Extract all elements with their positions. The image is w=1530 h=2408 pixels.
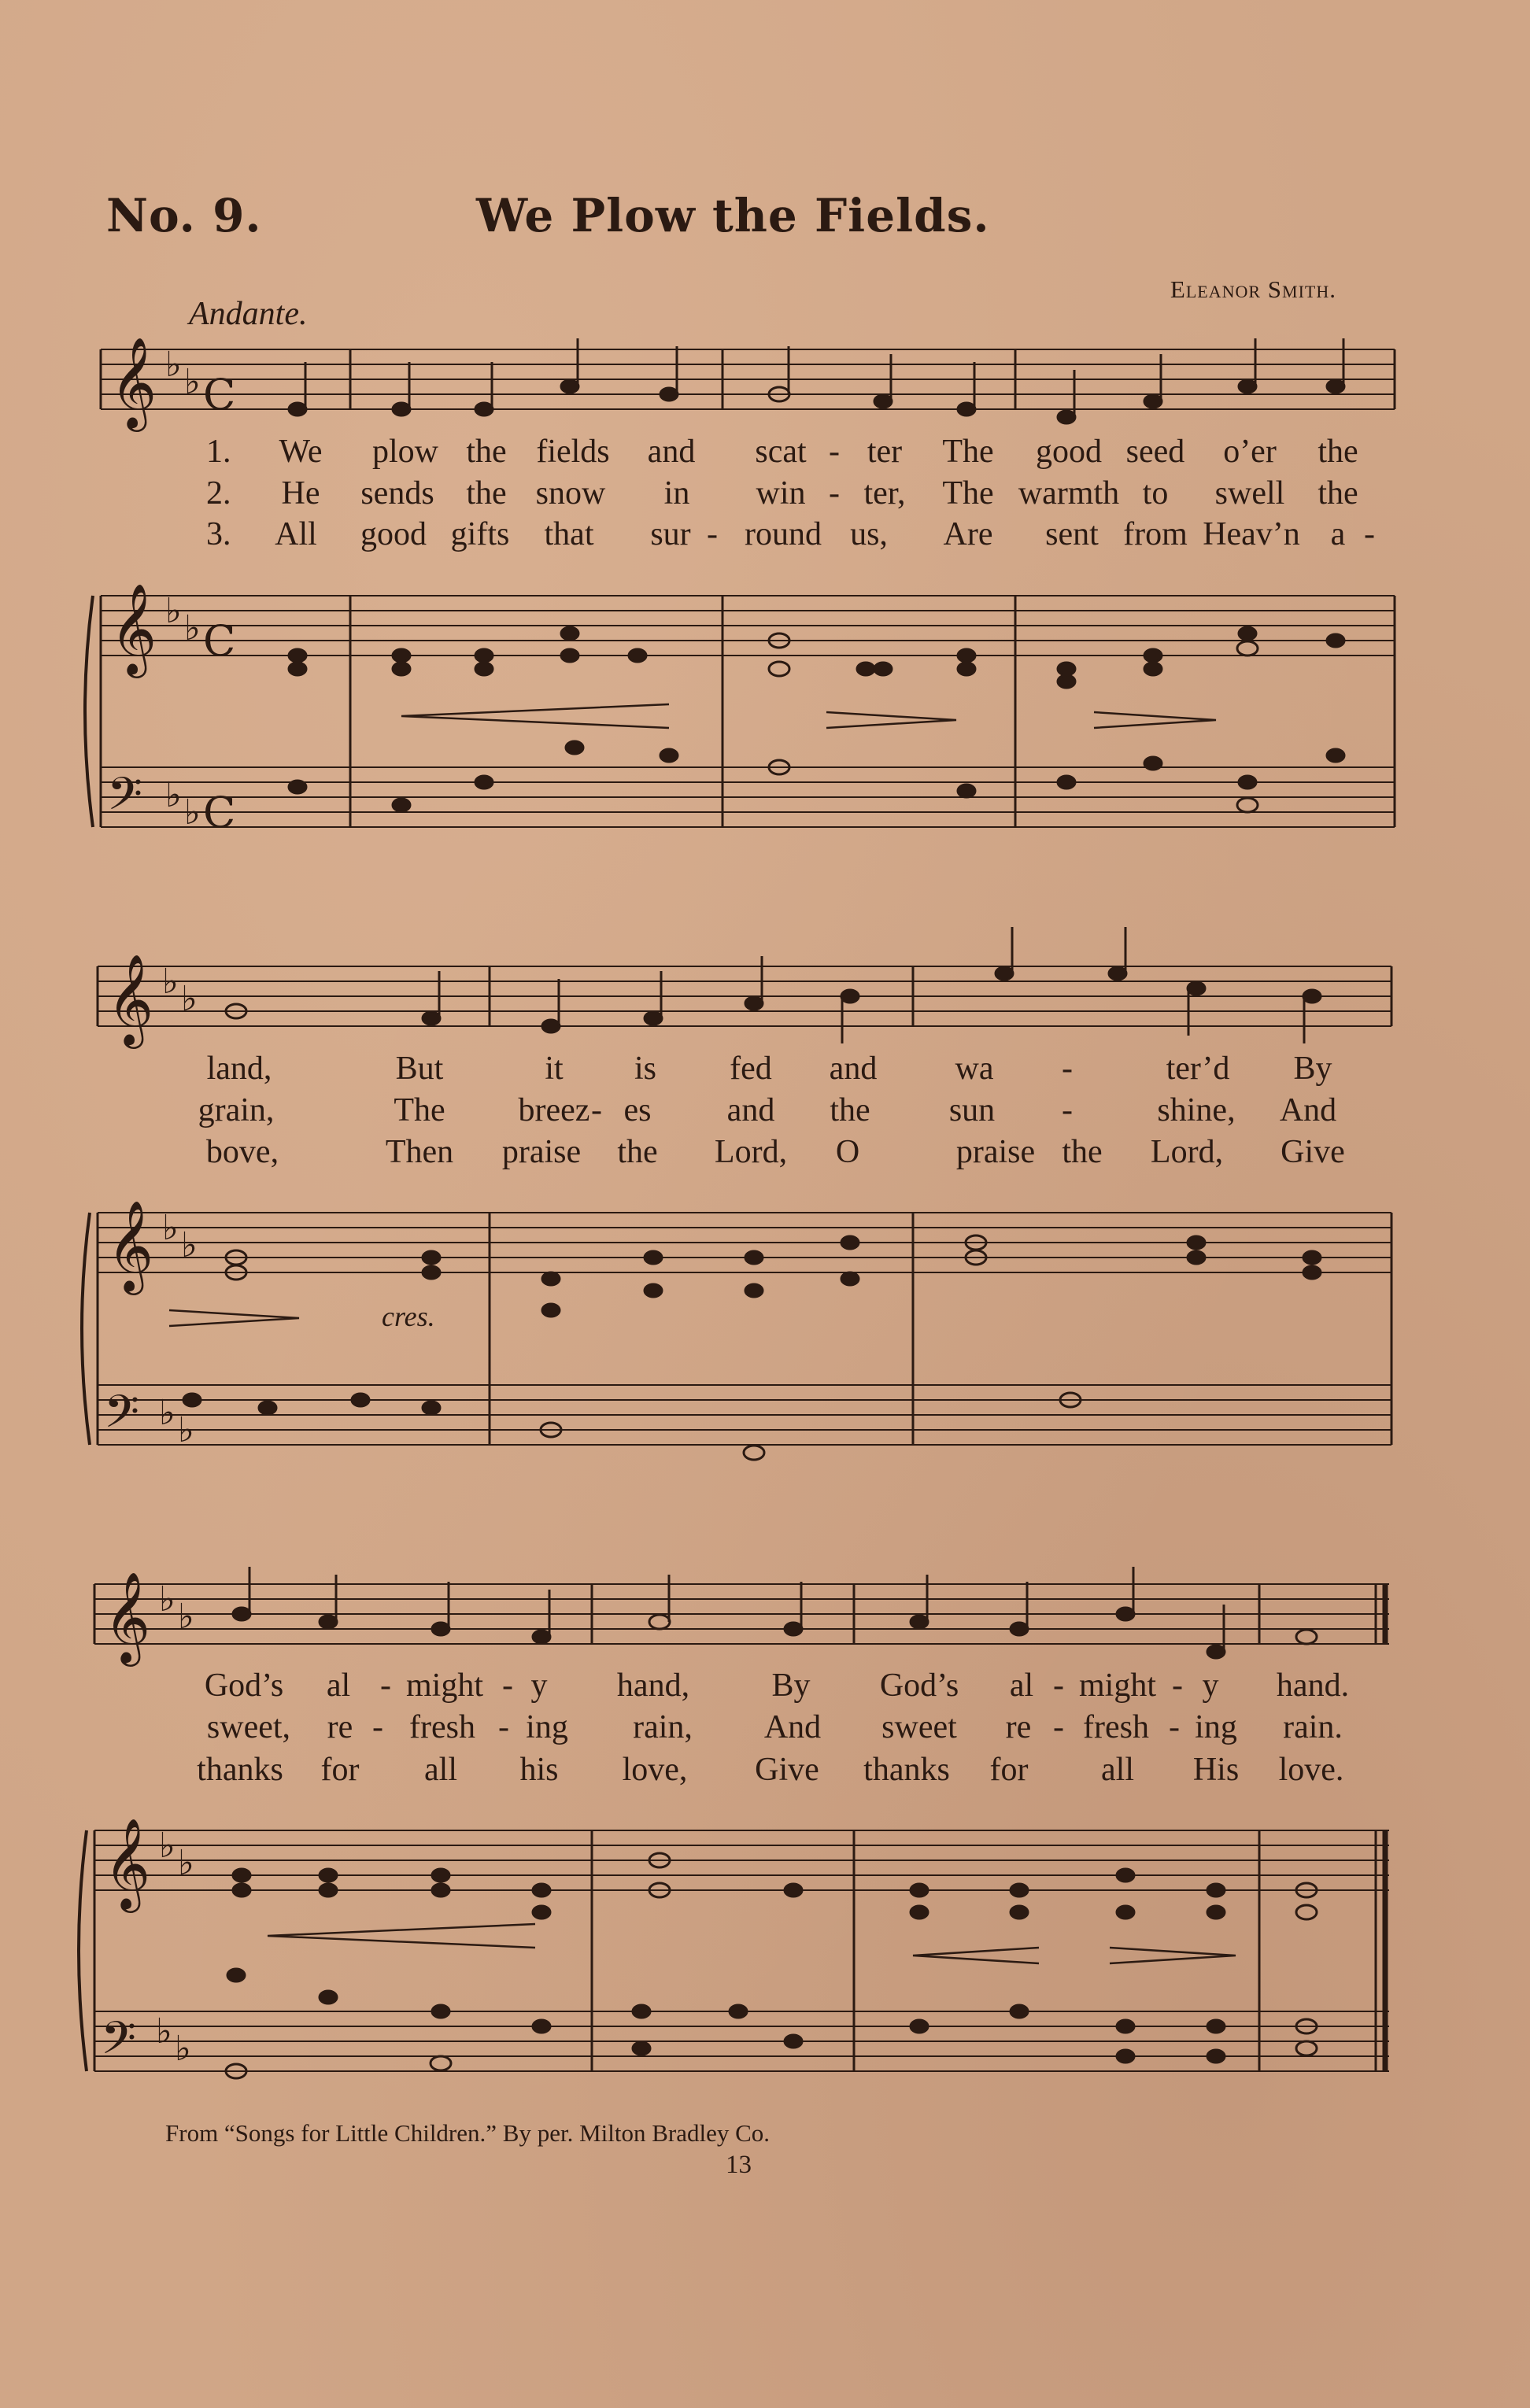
lyric-syllable: might (405, 1668, 484, 1704)
svg-text:♭: ♭ (159, 1579, 176, 1619)
svg-text:♭: ♭ (178, 1843, 194, 1883)
lyric-syllable: But (395, 1051, 444, 1087)
lyric-syllable: fresh (1083, 1709, 1149, 1745)
lyric-syllable: sur (650, 516, 691, 552)
lyric-syllable: He (281, 475, 320, 512)
lyric-syllable: love. (1278, 1752, 1344, 1788)
lyric-syllable: Then (385, 1134, 454, 1170)
lyric-syllable: - (1062, 1092, 1073, 1128)
lyric-syllable: sends (360, 475, 434, 512)
lyric-syllable: - (380, 1668, 391, 1704)
lyric-syllable: re (327, 1709, 353, 1745)
lyric-syllable: good (360, 516, 427, 552)
lyric-syllable: sweet (881, 1709, 957, 1745)
lyric-syllable: The (942, 475, 994, 512)
lyrics-system1-verse3 (0, 515, 1530, 555)
lyric-syllable: for (989, 1752, 1029, 1788)
lyric-syllable: Heav’n (1203, 516, 1300, 552)
lyric-syllable: - (1169, 1709, 1180, 1745)
lyric-syllable: Lord, (1150, 1134, 1224, 1170)
lyric-syllable: - (498, 1709, 509, 1745)
svg-text:𝄢: 𝄢 (101, 2011, 137, 2076)
lyric-syllable: snow (535, 475, 606, 512)
lyric-syllable: swell (1214, 475, 1285, 512)
lyric-syllable: y (1202, 1668, 1219, 1704)
svg-text:𝄢: 𝄢 (107, 767, 143, 832)
lyric-syllable: - (1053, 1709, 1064, 1745)
svg-text:♭: ♭ (165, 345, 182, 385)
svg-text:𝄞: 𝄞 (110, 336, 157, 428)
lyric-syllable: is (634, 1051, 657, 1087)
lyric-syllable: And (1279, 1092, 1337, 1128)
svg-text:𝄞: 𝄞 (104, 1817, 151, 1909)
lyric-syllable: round (745, 516, 822, 552)
lyric-syllable: Give (1281, 1134, 1345, 1170)
lyric-syllable: the (466, 475, 507, 512)
svg-text:♭: ♭ (178, 1410, 194, 1450)
lyric-syllable: God’s (204, 1668, 284, 1704)
lyric-syllable: all (424, 1752, 457, 1788)
svg-text:𝄞: 𝄞 (107, 953, 154, 1045)
staff-system3-treble (94, 1830, 1389, 1890)
lyric-syllable: es (623, 1092, 652, 1128)
staff-system3-melody (94, 1584, 1389, 1644)
svg-text:♭: ♭ (162, 962, 179, 1002)
lyrics-system3-verse3 (0, 1751, 1530, 1790)
lyric-syllable: and (829, 1051, 878, 1087)
svg-text:𝄞: 𝄞 (110, 582, 157, 674)
staff-system3-bass (94, 1830, 1389, 2071)
lyric-syllable: - (591, 1092, 602, 1128)
lyric-syllable: the (617, 1134, 658, 1170)
verse-number: 2. (206, 475, 231, 512)
lyric-syllable: from (1123, 516, 1188, 552)
lyric-syllable: - (1172, 1668, 1183, 1704)
lyric-syllable: in (663, 475, 690, 512)
svg-text:♭: ♭ (159, 1393, 176, 1433)
lyric-syllable: re (1005, 1709, 1032, 1745)
lyric-syllable: that (544, 516, 594, 552)
lyric-syllable: ter’d (1166, 1051, 1230, 1087)
lyrics-system3-verse1 (0, 1667, 1530, 1706)
lyrics-system3-verse2 (0, 1708, 1530, 1748)
lyric-syllable: al (326, 1668, 351, 1704)
lyric-syllable: praise (955, 1134, 1036, 1170)
lyric-syllable: - (829, 475, 840, 512)
hymn-title: We Plow the Fields. (476, 189, 990, 242)
lyric-syllable: The (394, 1092, 445, 1128)
lyric-syllable: rain, (633, 1709, 693, 1745)
lyric-syllable: his (519, 1752, 559, 1788)
lyric-syllable: shine, (1157, 1092, 1236, 1128)
svg-text:C: C (203, 370, 236, 419)
verse-number: 1. (206, 434, 231, 470)
lyric-syllable: Are (943, 516, 993, 552)
lyric-syllable: o’er (1223, 434, 1277, 470)
lyric-syllable: We (279, 434, 323, 470)
key-and-time (156, 345, 235, 2069)
lyrics-system2-verse1 (0, 1050, 1530, 1089)
lyric-syllable: rain. (1283, 1709, 1343, 1745)
svg-text:♭: ♭ (162, 1208, 179, 1248)
lyric-syllable: wa (955, 1051, 994, 1087)
lyric-syllable: seed (1125, 434, 1185, 470)
lyric-syllable: - (1053, 1668, 1064, 1704)
svg-text:𝄞: 𝄞 (104, 1571, 151, 1663)
lyric-syllable: thanks (863, 1752, 950, 1788)
lyric-syllable: the (830, 1092, 870, 1128)
lyrics-system1-verse1 (0, 433, 1530, 472)
lyric-syllable: Give (755, 1752, 819, 1788)
lyrics-system2-verse3 (0, 1133, 1530, 1173)
lyric-syllable: - (372, 1709, 383, 1745)
lyric-syllable: God’s (879, 1668, 959, 1704)
lyric-syllable: win (756, 475, 806, 512)
lyric-syllable: bove, (205, 1134, 279, 1170)
lyric-syllable: ing (1195, 1709, 1237, 1745)
svg-text:♭: ♭ (156, 2011, 172, 2052)
lyric-syllable: ing (526, 1709, 568, 1745)
lyric-syllable: By (771, 1668, 811, 1704)
lyric-syllable: good (1036, 434, 1102, 470)
source-credit: From “Songs for Little Children.” By per. Milton Bradley Co. (165, 2119, 771, 2147)
lyric-syllable: to (1142, 475, 1169, 512)
svg-text:♭: ♭ (184, 362, 201, 402)
lyric-syllable: the (466, 434, 507, 470)
staff-system2-melody (98, 966, 1391, 1026)
svg-text:♭: ♭ (184, 608, 201, 648)
lyric-syllable: - (502, 1668, 513, 1704)
lyric-syllable: the (1318, 434, 1358, 470)
svg-text:C: C (203, 616, 236, 666)
lyric-syllable: O (835, 1134, 860, 1170)
lyric-syllable: By (1293, 1051, 1332, 1087)
svg-text:𝄞: 𝄞 (107, 1199, 154, 1291)
lyric-syllable: And (763, 1709, 822, 1745)
lyric-syllable: warmth (1018, 475, 1120, 512)
lyric-syllable: sent (1045, 516, 1099, 552)
tempo-marking: Andante. (189, 296, 308, 332)
lyric-syllable: grain, (198, 1092, 275, 1128)
svg-text:♭: ♭ (165, 775, 182, 815)
svg-text:♭: ♭ (181, 979, 198, 1019)
lyric-syllable: it (545, 1051, 564, 1087)
svg-text:♭: ♭ (178, 1597, 194, 1637)
svg-text:♭: ♭ (159, 1826, 176, 1866)
lyric-syllable: thanks (197, 1752, 283, 1788)
staff-system1-melody (101, 349, 1395, 409)
lyric-syllable: scat (755, 434, 807, 470)
lyric-syllable: The (942, 434, 994, 470)
clefs (101, 336, 157, 2076)
lyric-syllable: - (1062, 1051, 1073, 1087)
lyric-syllable: land, (206, 1051, 272, 1087)
lyric-syllable: love, (622, 1752, 688, 1788)
lyric-syllable: hand, (616, 1668, 690, 1704)
lyric-syllable: y (530, 1668, 548, 1704)
lyric-syllable: for (320, 1752, 360, 1788)
lyric-syllable: a (1330, 516, 1346, 552)
lyric-syllable: sweet, (206, 1709, 291, 1745)
lyric-syllable: - (1364, 516, 1375, 552)
lyric-syllable: breez (518, 1092, 590, 1128)
lyric-syllable: might (1078, 1668, 1157, 1704)
lyric-syllable: His (1192, 1752, 1240, 1788)
lyric-syllable: - (829, 434, 840, 470)
composer-credit: Eleanor Smith. (1170, 275, 1336, 303)
svg-text:♭: ♭ (184, 792, 201, 833)
lyric-syllable: all (1101, 1752, 1134, 1788)
hymn-number: No. 9. (106, 189, 262, 242)
page-number: 13 (726, 2151, 752, 2179)
svg-text:C: C (203, 788, 236, 837)
lyric-syllable: praise (501, 1134, 582, 1170)
svg-text:♭: ♭ (181, 1225, 198, 1265)
lyric-syllable: sun (948, 1092, 996, 1128)
lyric-syllable: and (726, 1092, 775, 1128)
lyric-syllable: plow (372, 434, 438, 470)
lyric-syllable: the (1062, 1134, 1103, 1170)
lyric-syllable: fed (730, 1051, 772, 1087)
lyric-syllable: us, (850, 516, 888, 552)
lyric-syllable: All (275, 516, 317, 552)
lyric-syllable: gifts (450, 516, 510, 552)
svg-text:♭: ♭ (165, 591, 182, 631)
lyric-syllable: hand. (1276, 1668, 1350, 1704)
staff-system1-treble (101, 596, 1395, 656)
lyric-syllable: ter, (863, 475, 906, 512)
crescendo-marking: cres. (382, 1301, 435, 1332)
lyric-syllable: and (647, 434, 696, 470)
lyric-syllable: the (1318, 475, 1358, 512)
lyrics-system1-verse2 (0, 475, 1530, 514)
lyric-syllable: al (1009, 1668, 1034, 1704)
svg-text:𝄢: 𝄢 (104, 1385, 140, 1450)
lyric-syllable: - (707, 516, 718, 552)
verse-number: 3. (206, 516, 231, 552)
lyric-syllable: fields (536, 434, 610, 470)
lyric-syllable: fresh (409, 1709, 475, 1745)
lyric-syllable: ter (867, 434, 903, 470)
lyric-syllable: Lord, (714, 1134, 788, 1170)
svg-text:♭: ♭ (175, 2029, 191, 2069)
lyrics-system2-verse2 (0, 1091, 1530, 1131)
